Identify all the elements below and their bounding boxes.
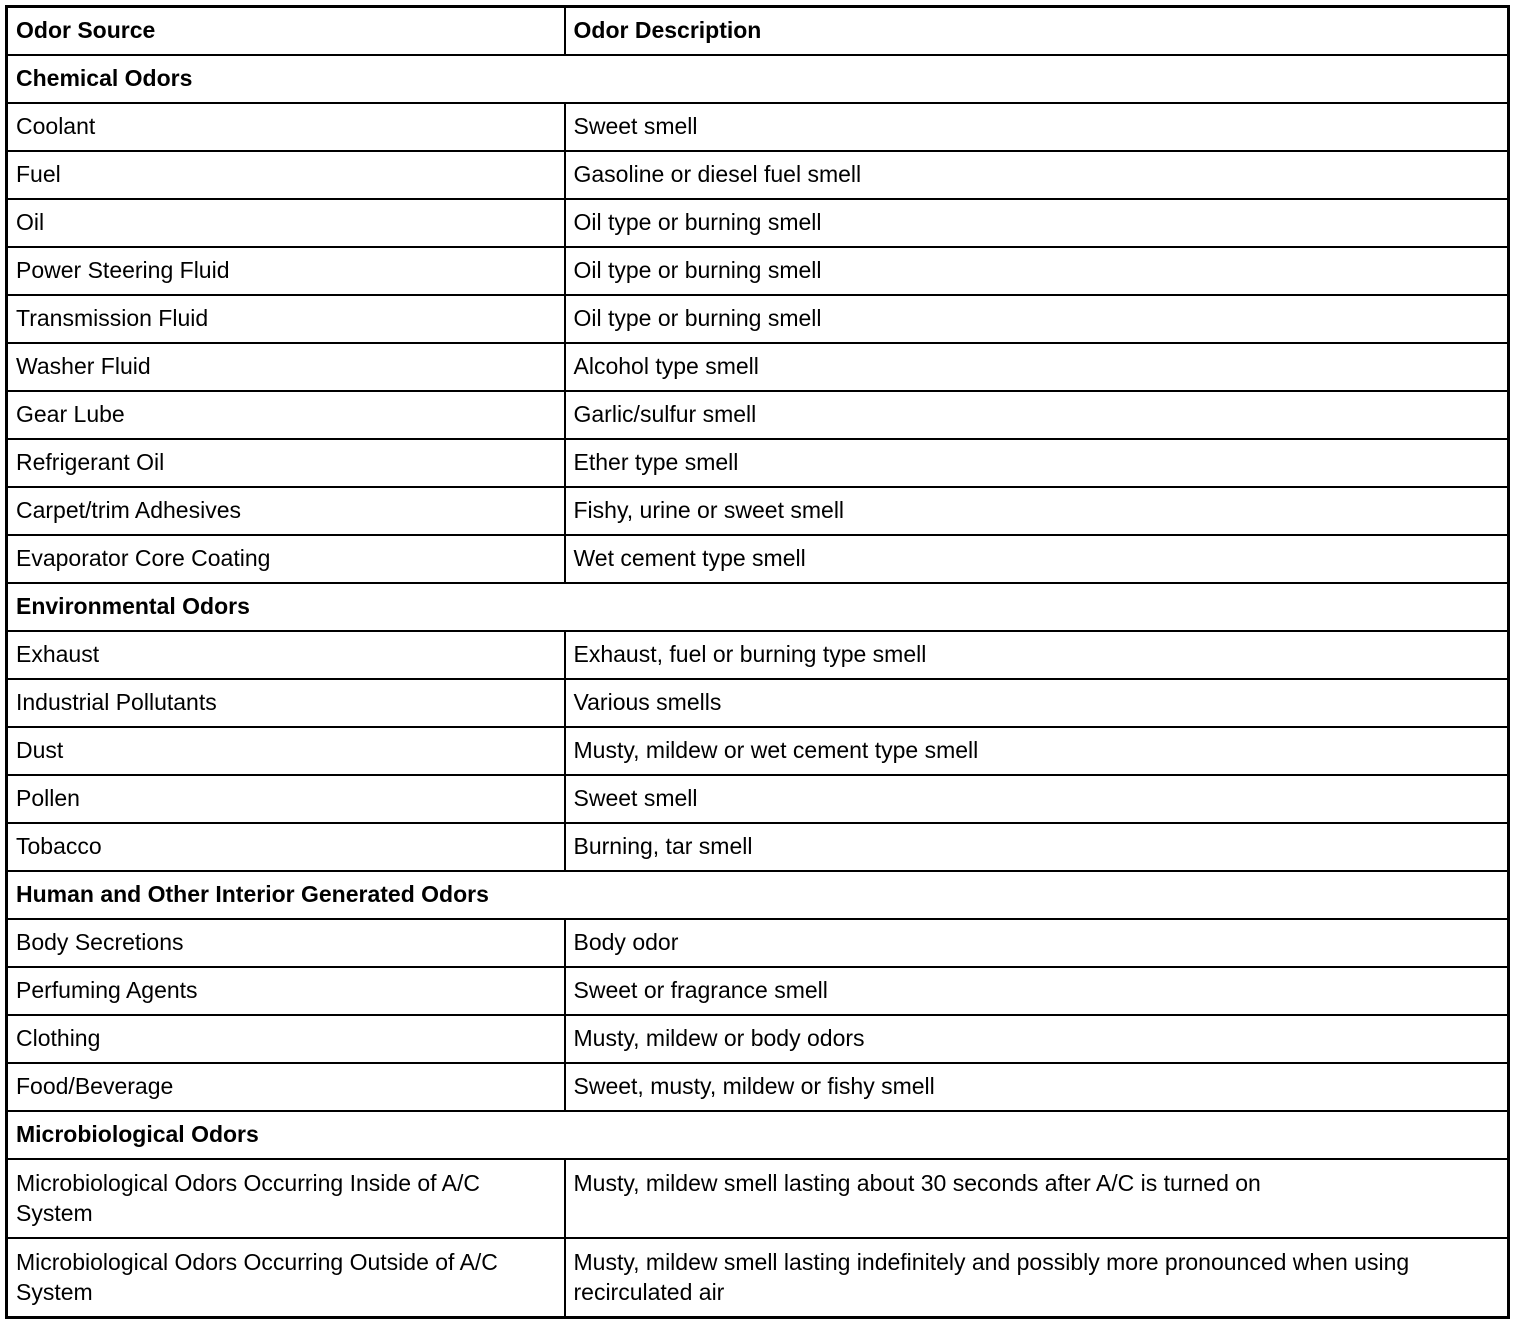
odor-description: Fishy, urine or sweet smell: [565, 487, 1509, 535]
odor-description: Sweet smell: [565, 103, 1509, 151]
odor-source: Exhaust: [7, 631, 565, 679]
table-row: [7, 487, 1509, 535]
odor-description: Alcohol type smell: [565, 343, 1509, 391]
odor-description: Musty, mildew smell lasting about 30 seconds after A/C is turned on: [565, 1159, 1509, 1238]
section-row-chemical: [7, 55, 1509, 103]
odor-description: Oil type or burning smell: [565, 199, 1509, 247]
table-row: [7, 199, 1509, 247]
odor-description: Musty, mildew smell lasting indefinitely and possibly more pronounced when using recirculated air: [565, 1238, 1509, 1318]
odor-source: Refrigerant Oil: [7, 439, 565, 487]
table-row: [7, 1063, 1509, 1111]
table-row: [7, 391, 1509, 439]
odor-description: Musty, mildew or body odors: [565, 1015, 1509, 1063]
odor-description: Exhaust, fuel or burning type smell: [565, 631, 1509, 679]
table-row: [7, 151, 1509, 199]
odor-source: Carpet/trim Adhesives: [7, 487, 565, 535]
odor-source: Fuel: [7, 151, 565, 199]
odor-description: Gasoline or diesel fuel smell: [565, 151, 1509, 199]
odor-source: Industrial Pollutants: [7, 679, 565, 727]
table-body: [7, 55, 1509, 1318]
table-row: [7, 679, 1509, 727]
odor-source: Perfuming Agents: [7, 967, 565, 1015]
odor-description: Oil type or burning smell: [565, 295, 1509, 343]
odor-source: Clothing: [7, 1015, 565, 1063]
table-row: [7, 1159, 1509, 1238]
odor-description: Burning, tar smell: [565, 823, 1509, 871]
section-title: Microbiological Odors: [7, 1111, 1509, 1159]
odor-description: Musty, mildew or wet cement type smell: [565, 727, 1509, 775]
table-row: [7, 439, 1509, 487]
table-row: [7, 919, 1509, 967]
odor-description: Sweet smell: [565, 775, 1509, 823]
section-title: Human and Other Interior Generated Odors: [7, 871, 1509, 919]
odor-source: Evaporator Core Coating: [7, 535, 565, 583]
odor-description: Ether type smell: [565, 439, 1509, 487]
section-row-environmental: [7, 583, 1509, 631]
odor-source: Tobacco: [7, 823, 565, 871]
odor-source: Power Steering Fluid: [7, 247, 565, 295]
header-row: [7, 7, 1509, 56]
table-row: [7, 295, 1509, 343]
odor-description: Wet cement type smell: [565, 535, 1509, 583]
odor-table: [5, 5, 1510, 1319]
table-row: [7, 631, 1509, 679]
odor-description: Garlic/sulfur smell: [565, 391, 1509, 439]
table-row: [7, 535, 1509, 583]
odor-source: Microbiological Odors Occurring Inside of A/C System: [7, 1159, 565, 1238]
table-row: [7, 1015, 1509, 1063]
section-row-microbiological: [7, 1111, 1509, 1159]
section-title: Environmental Odors: [7, 583, 1509, 631]
table-row: [7, 967, 1509, 1015]
table-row: [7, 775, 1509, 823]
odor-description: Oil type or burning smell: [565, 247, 1509, 295]
header-odor-source: Odor Source: [7, 7, 565, 56]
odor-source: Transmission Fluid: [7, 295, 565, 343]
odor-source: Microbiological Odors Occurring Outside of A/C System: [7, 1238, 565, 1318]
odor-source: Washer Fluid: [7, 343, 565, 391]
table-row: [7, 727, 1509, 775]
odor-description: Sweet, musty, mildew or fishy smell: [565, 1063, 1509, 1111]
odor-description: Various smells: [565, 679, 1509, 727]
odor-source: Coolant: [7, 103, 565, 151]
odor-description: Sweet or fragrance smell: [565, 967, 1509, 1015]
section-row-human-interior: [7, 871, 1509, 919]
table-row: [7, 247, 1509, 295]
table-row: [7, 343, 1509, 391]
odor-source: Gear Lube: [7, 391, 565, 439]
odor-description: Body odor: [565, 919, 1509, 967]
table-row: [7, 103, 1509, 151]
table-row: [7, 1238, 1509, 1318]
section-title: Chemical Odors: [7, 55, 1509, 103]
odor-source: Body Secretions: [7, 919, 565, 967]
odor-source: Pollen: [7, 775, 565, 823]
odor-source: Oil: [7, 199, 565, 247]
header-odor-description: Odor Description: [565, 7, 1509, 56]
odor-source: Dust: [7, 727, 565, 775]
table-row: [7, 823, 1509, 871]
odor-source: Food/Beverage: [7, 1063, 565, 1111]
